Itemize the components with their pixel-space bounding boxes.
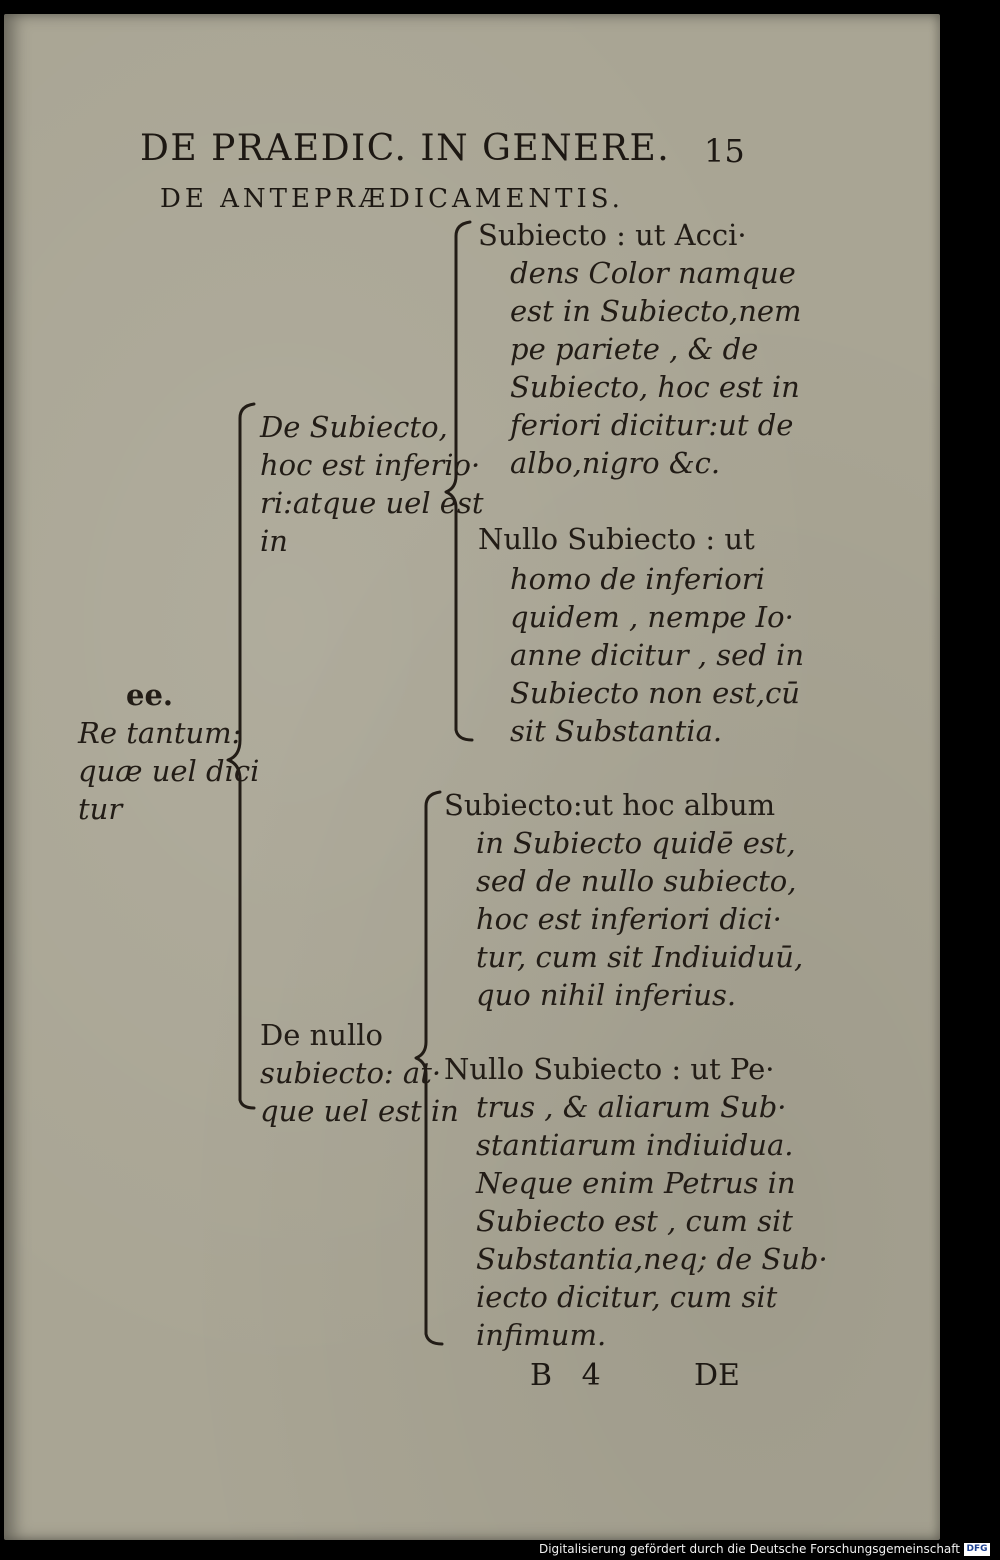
entry-line: Neque enim Petrus in <box>476 1166 796 1200</box>
entry-line: pe pariete , & de <box>510 332 759 366</box>
book-page <box>4 14 940 1540</box>
entry-line: anne dicitur , sed in <box>510 638 805 672</box>
entry-line: subiecto: at· <box>260 1056 442 1090</box>
scan-credit: Digitalisierung gefördert durch die Deutsche Forschungsgemeinschaft <box>538 1542 960 1556</box>
page-number: 15 <box>704 132 745 170</box>
entry-line: albo,nigro &c. <box>510 446 721 480</box>
entry-line: sed de nullo subiecto, <box>476 864 797 898</box>
entry-line: sit Substantia. <box>510 714 723 748</box>
entry-line: ri:atque uel est <box>260 486 484 520</box>
entry-line: stantiarum indiuidua. <box>476 1128 794 1162</box>
entry-line: Nullo Subiecto : ut <box>478 522 755 556</box>
entry-line: infimum. <box>476 1318 607 1352</box>
dfg-logo: DFG <box>964 1543 990 1556</box>
entry-line: in Subiecto quidē est, <box>476 826 796 860</box>
running-head: DE PRAEDIC. IN GENERE. <box>140 128 671 169</box>
entry-line: Subiecto : ut Acci· <box>478 218 747 252</box>
entry-line: Subiecto non est,cū <box>510 676 800 710</box>
root-line: tur <box>78 792 123 826</box>
entry-line: feriori dicitur:ut de <box>510 408 794 442</box>
entry-line: De Subiecto, <box>260 410 448 444</box>
entry-line: homo de inferiori <box>510 562 765 596</box>
entry-line: De nullo <box>260 1018 383 1052</box>
section-title: DE ANTEPRÆDICAMENTIS. <box>160 184 624 214</box>
entry-line: hoc est inferiori dici· <box>476 902 782 936</box>
entry-line: Subiecto, hoc est in <box>510 370 800 404</box>
entry-line: est in Subiecto,nem <box>510 294 802 328</box>
root-line: Re tantum: <box>78 716 242 750</box>
entry-line: trus , & aliarum Sub· <box>476 1090 787 1124</box>
entry-line: quidem , nempe Io· <box>510 600 794 634</box>
entry-line: Nullo Subiecto : ut Pe· <box>444 1052 775 1086</box>
root-line: quæ uel dici <box>78 754 260 788</box>
entry-line: quo nihil inferius. <box>476 978 737 1012</box>
entry-line: hoc est inferio· <box>260 448 481 482</box>
root-line: ee. <box>126 678 173 712</box>
signature-mark: B 4 <box>530 1358 611 1393</box>
catchword: DE <box>694 1358 740 1393</box>
entry-line: Subiecto est , cum sit <box>476 1204 793 1238</box>
entry-line: Subiecto:ut hoc album <box>444 788 776 822</box>
entry-line: tur, cum sit Indiuiduū, <box>476 940 804 974</box>
entry-line: in <box>260 524 288 558</box>
entry-line: que uel est in <box>260 1094 459 1128</box>
entry-line: iecto dicitur, cum sit <box>476 1280 778 1314</box>
entry-line: Substantia,neq; de Sub· <box>476 1242 828 1276</box>
entry-line: dens Color namque <box>510 256 796 290</box>
